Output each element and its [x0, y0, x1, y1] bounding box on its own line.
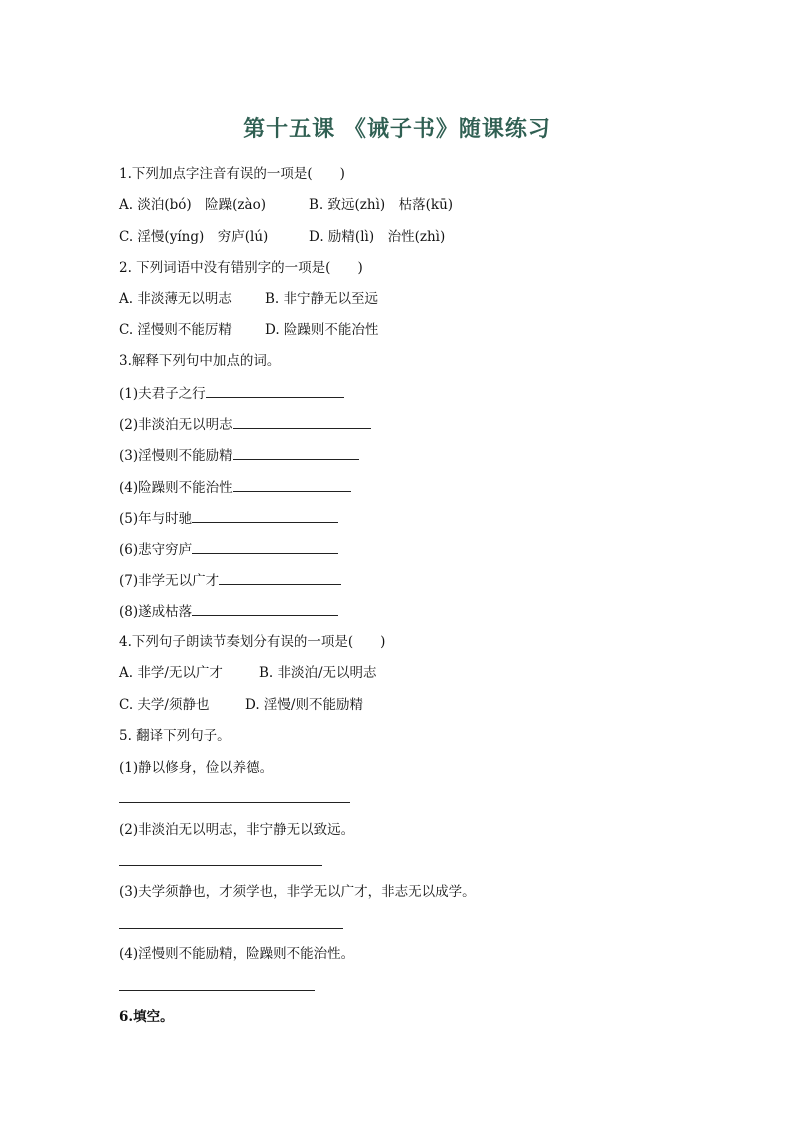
answer-blank[interactable] [233, 414, 371, 429]
q3-item-text: (4)险躁则不能治性 [119, 480, 233, 496]
q4-stem: 4.下列句子朗读节奏划分有误的一项是( ) [119, 634, 386, 650]
q1-option-b: B. 致远(zhì) 枯落(kū) [309, 197, 454, 213]
answer-blank[interactable] [233, 445, 359, 460]
answer-blank[interactable] [192, 508, 338, 523]
q2-stem: 2. 下列词语中没有错别字的一项是( ) [119, 260, 363, 276]
q2-options-row2 [119, 320, 378, 340]
q3-item [119, 601, 338, 622]
q3-item-text: (3)淫慢则不能励精 [119, 448, 233, 464]
q4-option-c: C. 夫学/须静也 [119, 697, 210, 713]
q1-stem: 1.下列加点字注音有误的一项是( ) [119, 166, 345, 182]
q3-item-text: (6)悲守穷庐 [119, 542, 193, 558]
q4-option-d: D. 淫慢/则不能励精 [245, 697, 363, 713]
q1-option-c: C. 淫慢(yíng) 穷庐(lú) [119, 229, 269, 245]
q5-item-text: (1)静以修身，俭以养德。 [119, 760, 274, 776]
q5-item-text: (4)淫慢则不能励精，险躁则不能治性。 [119, 946, 355, 962]
q2-option-d: D. 险躁则不能冶性 [265, 322, 379, 338]
answer-blank[interactable] [192, 539, 338, 554]
q1-options-row1 [119, 195, 453, 215]
q3-item [119, 383, 344, 404]
q5-item-text: (2)非淡泊无以明志，非宁静无以致远。 [119, 822, 355, 838]
q3-item [119, 445, 359, 466]
page-title: 第十五课 《诫子书》随课练习 [243, 116, 551, 142]
answer-blank[interactable] [192, 601, 338, 616]
q3-item-text: (7)非学无以广才 [119, 573, 220, 589]
q3-item [119, 570, 341, 591]
q4-options-row2 [119, 695, 363, 715]
q3-item-text: (1)夫君子之行 [119, 386, 206, 402]
q4-options-row1 [119, 663, 377, 683]
q3-item-text: (2)非淡泊无以明志 [119, 417, 233, 433]
q1-options-row2 [119, 227, 445, 247]
q3-item [119, 539, 338, 560]
q1-option-a: A. 淡泊(bó) 险躁(zào) [119, 197, 266, 213]
q2-options-row1 [119, 289, 378, 309]
q5-item-text: (3)夫学须静也，才须学也，非学无以广才，非志无以成学。 [119, 884, 476, 900]
answer-blank[interactable] [206, 383, 344, 398]
answer-line[interactable] [119, 990, 315, 991]
q3-item [119, 477, 351, 498]
q3-stem: 3.解释下列句中加点的词。 [119, 353, 281, 369]
q3-item [119, 508, 338, 529]
q5-stem: 5. 翻译下列句子。 [119, 728, 231, 744]
q2-option-b: B. 非宁静无以至远 [265, 291, 379, 307]
q3-item-text: (8)遂成枯落 [119, 604, 193, 620]
q1-option-d: D. 励精(lì) 治性(zhì) [309, 229, 446, 245]
q4-option-b: B. 非淡泊/无以明志 [259, 665, 377, 681]
answer-blank[interactable] [233, 477, 351, 492]
q2-option-c: C. 淫慢则不能厉精 [119, 322, 232, 338]
answer-line[interactable] [119, 865, 322, 866]
answer-blank[interactable] [219, 570, 341, 585]
answer-line[interactable] [119, 928, 343, 929]
q6-stem: 6.填空。 [119, 1009, 174, 1025]
q4-option-a: A. 非学/无以广才 [119, 665, 223, 681]
q2-option-a: A. 非淡薄无以明志 [119, 291, 232, 307]
q3-item [119, 414, 371, 435]
answer-line[interactable] [119, 802, 350, 803]
q3-item-text: (5)年与时驰 [119, 511, 193, 527]
